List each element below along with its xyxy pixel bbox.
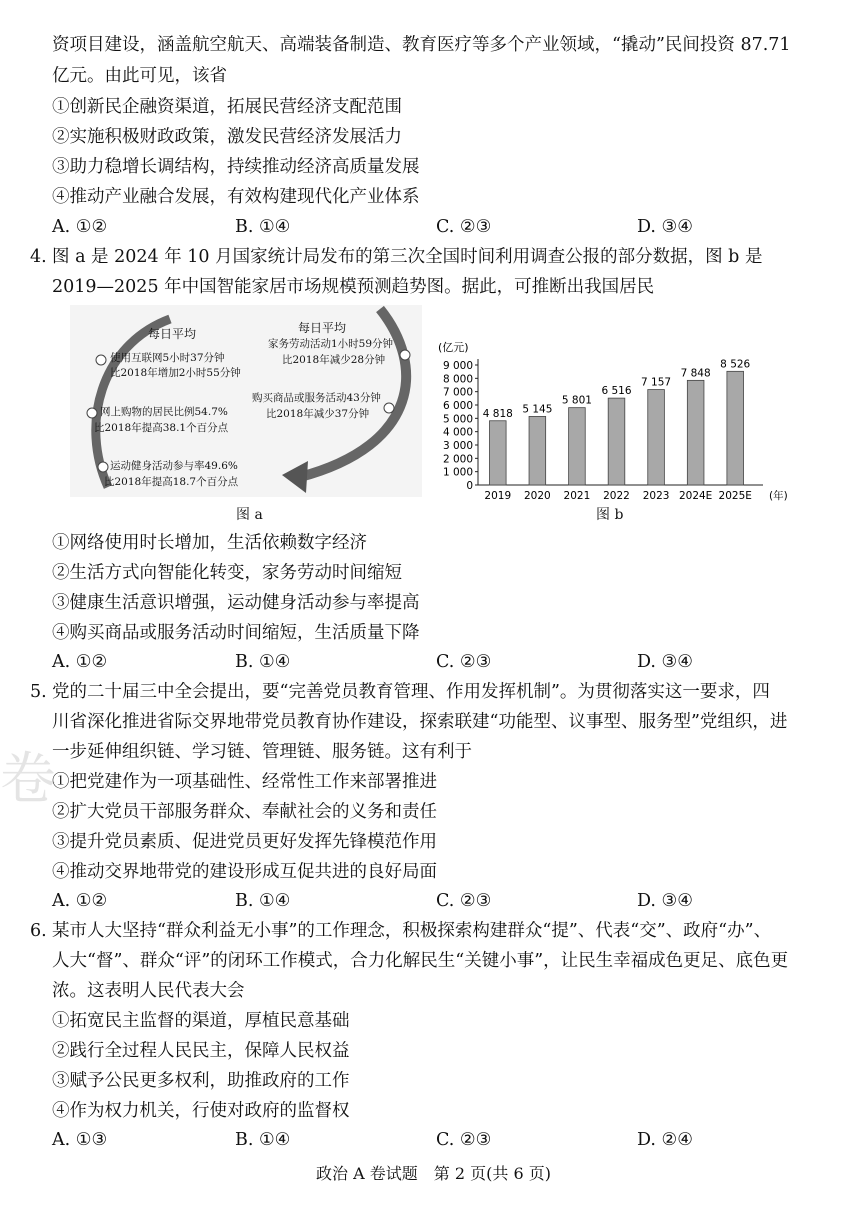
y-tick-label: 6 000 [442, 400, 473, 412]
q6-stem-line3: 浓。这表明人民代表大会 [52, 981, 245, 1001]
figure-a-dot [98, 462, 108, 472]
x-tick-label: 2025E [718, 490, 752, 502]
q6-number: 6. [30, 921, 47, 941]
q6-options [52, 1125, 812, 1155]
fig-a-left-1b: 比2018年增加2小时55分钟 [110, 367, 241, 379]
bar-value-label: 5 145 [522, 403, 553, 416]
q6-item-1: ①拓宽民主监督的渠道，厚植民意基础 [52, 1011, 350, 1031]
bar-value-label: 6 516 [601, 385, 632, 398]
q4-option-c[interactable]: C. ②③ [436, 652, 492, 672]
figure-a-dot [87, 408, 97, 418]
y-tick-label: 5 000 [442, 413, 473, 426]
q6-option-b[interactable]: B. ①④ [235, 1130, 291, 1150]
x-tick-label: 2022 [603, 490, 630, 502]
bar-value-label: 7 157 [641, 376, 672, 389]
q4-item-3: ③健康生活意识增强，运动健身活动参与率提高 [52, 593, 420, 613]
y-tick-label: 0 [466, 480, 473, 492]
fig-a-left-1a: 使用互联网5小时37分钟 [110, 352, 225, 364]
watermark-fragment: 卷 [0, 747, 56, 812]
q6-option-d[interactable]: D. ②④ [637, 1130, 693, 1150]
q5-options [52, 886, 812, 916]
y-axis-label: (亿元) [438, 341, 469, 354]
x-tick-label: 2023 [642, 490, 670, 502]
page-footer: 政治 A 卷试题 第 2 页(共 6 页) [316, 1164, 551, 1183]
fig-a-right-1b: 比2018年减少28分钟 [282, 354, 386, 366]
figure-a-dot [400, 350, 410, 360]
fig-a-right-2b: 比2018年减少37分钟 [266, 408, 370, 420]
q6-option-a[interactable]: A. ①③ [52, 1130, 108, 1150]
x-tick-label: 2019 [484, 490, 512, 502]
q3-item-4: ④推动产业融合发展，有效构建现代化产业体系 [52, 187, 420, 207]
q4-number: 4. [30, 247, 47, 267]
figure-a-dot [96, 355, 106, 365]
fig-a-right-1a: 家务劳动活动1小时59分钟 [268, 338, 394, 350]
bar-2025E [727, 371, 744, 485]
x-tick-label: 2024E [678, 490, 713, 502]
y-tick-label: 9 000 [442, 360, 473, 372]
q4-stem-line2: 2019—2025 年中国智能家居市场规模预测趋势图。据此，可推断出我国居民 [52, 277, 655, 297]
q4-option-a[interactable]: A. ①② [52, 652, 108, 672]
q4-item-2: ②生活方式向智能化转变，家务劳动时间缩短 [52, 563, 402, 583]
q3-stem-line1: 资项目建设，涵盖航空航天、高端装备制造、教育医疗等多个产业领域，“撬动”民间投资 87.71 [52, 35, 791, 55]
q5-option-a[interactable]: A. ①② [52, 891, 108, 911]
y-tick-label: 2 000 [442, 453, 473, 466]
q4-option-b[interactable]: B. ①④ [235, 652, 291, 672]
q5-stem-line2: 川省深化推进省际交界地带党员教育协作建设，探索联建“功能型、议事型、服务型”党组织，进 [52, 712, 788, 732]
fig-a-left-head: 每日平均 [148, 327, 197, 341]
bar-2024E [687, 380, 704, 485]
q5-number: 5. [30, 682, 47, 702]
bar-chart [430, 335, 810, 510]
q5-stem-line3: 一步延伸组织链、学习链、管理链、服务链。这有利于 [52, 742, 472, 762]
x-tick-label: 2021 [563, 490, 591, 502]
q5-stem-line1: 党的二十届三中全会提出，要“完善党员教育管理、作用发挥机制”。为贯彻落实这一要求，四 [52, 682, 770, 702]
fig-a-right-2a: 购买商品或服务活动43分钟 [252, 392, 381, 404]
bar-value-label: 8 526 [720, 358, 751, 371]
q5-item-4: ④推动交界地带党的建设形成互促共进的良好局面 [52, 862, 437, 882]
fig-a-left-2a: 网上购物的居民比例54.7% [100, 406, 228, 418]
y-tick-label: 7 000 [442, 386, 473, 399]
bar-2020 [529, 416, 546, 485]
q6-option-c[interactable]: C. ②③ [436, 1130, 492, 1150]
figure-a-dot [384, 403, 394, 413]
figure-b-chart [430, 335, 810, 510]
q4-stem-line1: 图 a 是 2024 年 10 月国家统计局发布的第三次全国时间利用调查公报的部分数据，图 b 是 [52, 247, 763, 267]
y-tick-label: 4 000 [442, 426, 473, 439]
q6-item-3: ③赋予公民更多权利，助推政府的工作 [52, 1071, 350, 1091]
q5-item-1: ①把党建作为一项基础性、经常性工作来部署推进 [52, 772, 437, 792]
q3-option-a[interactable]: A. ①② [52, 217, 108, 237]
y-tick-label: 8 000 [442, 373, 473, 386]
fig-a-right-head: 每日平均 [298, 321, 347, 335]
q6-stem-line2: 人大“督”、群众“评”的闭环工作模式，合力化解民生“关键小事”，让民生幸福成色更足、底色更 [52, 951, 789, 971]
q6-item-4: ④作为权力机关，行使对政府的监督权 [52, 1101, 350, 1121]
q4-item-4: ④购买商品或服务活动时间缩短，生活质量下降 [52, 623, 420, 643]
bar-value-label: 4 818 [482, 407, 513, 420]
q3-options [52, 212, 812, 242]
q3-item-2: ②实施积极财政政策，激发民营经济发展活力 [52, 127, 402, 147]
bar-2021 [569, 408, 586, 485]
bar-2019 [489, 421, 506, 485]
bar-2023 [648, 390, 665, 485]
figure-b-caption: 图 b [596, 507, 624, 523]
y-tick-label: 3 000 [442, 440, 473, 452]
y-tick-label: 1 000 [442, 466, 473, 479]
x-axis-label: (年) [769, 490, 788, 502]
figure-a [70, 305, 422, 497]
q5-option-c[interactable]: C. ②③ [436, 891, 492, 911]
q3-stem-line2: 亿元。由此可见，该省 [52, 66, 227, 86]
q5-item-3: ③提升党员素质、促进党员更好发挥先锋模范作用 [52, 832, 437, 852]
x-tick-label: 2020 [523, 490, 551, 502]
q5-option-d[interactable]: D. ③④ [637, 891, 693, 911]
fig-a-left-3a: 运动健身活动参与率49.6% [110, 460, 238, 472]
q4-item-1: ①网络使用时长增加，生活依赖数字经济 [52, 533, 367, 553]
bar-value-label: 7 848 [680, 367, 711, 380]
q6-item-2: ②践行全过程人民民主，保障人民权益 [52, 1041, 350, 1061]
q5-option-b[interactable]: B. ①④ [235, 891, 291, 911]
q4-options [52, 647, 812, 677]
q3-option-d[interactable]: D. ③④ [637, 217, 693, 237]
q3-item-1: ①创新民企融资渠道，拓展民营经济支配范围 [52, 97, 402, 117]
figure-a-caption: 图 a [236, 507, 263, 523]
fig-a-left-3b: 比2018年提高18.7个百分点 [104, 476, 239, 488]
q3-option-b[interactable]: B. ①④ [235, 217, 291, 237]
q4-option-d[interactable]: D. ③④ [637, 652, 693, 672]
q3-option-c[interactable]: C. ②③ [436, 217, 492, 237]
bar-value-label: 5 801 [561, 394, 592, 407]
bar-2022 [608, 398, 625, 485]
q3-item-3: ③助力稳增长调结构，持续推动经济高质量发展 [52, 157, 420, 177]
q6-stem-line1: 某市人大坚持“群众利益无小事”的工作理念，积极探索构建群众“提”、代表“交”、政府“办”、 [52, 921, 772, 941]
q5-item-2: ②扩大党员干部服务群众、奉献社会的义务和责任 [52, 802, 437, 822]
fig-a-left-2b: 比2018年提高38.1个百分点 [94, 422, 229, 434]
